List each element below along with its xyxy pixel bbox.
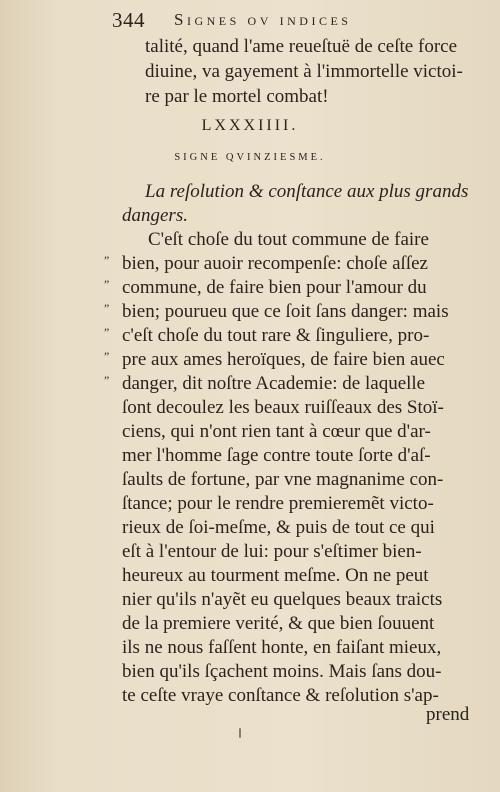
text-line: ciens, qui n'ont rien tant à cœur que d'ar-	[122, 421, 431, 442]
text-line: ſtance; pour le rendre premieremẽt victo-	[122, 493, 434, 514]
text-line: nier qu'ils n'ayẽt eu quelques beaux traicts	[122, 589, 443, 610]
text-line: heureux au tourment meſme. On ne peut	[122, 565, 429, 586]
running-title: Signes ov indices	[174, 10, 352, 29]
text-line: ils ne nous faſſent honte, en faiſant mieux,	[122, 637, 442, 658]
text-line: C'eſt choſe du tout commune de faire	[148, 229, 429, 250]
text-line: ſaults de fortune, par vne magnanime con-	[122, 469, 444, 490]
text-line: diuine, va gayement à l'immortelle victoi-	[145, 61, 463, 82]
text-line: commune, de faire bien pour l'amour du	[122, 277, 427, 298]
text-line: danger, dit noſtre Academie: de laquelle	[122, 373, 426, 394]
margin-quote-mark: ”	[104, 277, 110, 291]
section-numeral: LXXXIIII.	[201, 117, 299, 134]
page-number: 344	[112, 8, 145, 32]
text-line: talité, quand l'ame reueſtuë de ceſte force	[145, 36, 458, 57]
text-line: c'eſt choſe du tout rare & ſinguliere, pro-	[122, 325, 430, 346]
catchword: prend	[426, 704, 470, 725]
text-line: te ceſte vraye conſtance & reſolution s'ap-	[122, 685, 439, 706]
margin-quote-mark: ”	[104, 301, 110, 315]
text-line: pre aux ames heroïques, de faire bien auec	[122, 349, 445, 370]
text-line: bien; pourueu que ce ſoit ſans danger: mais	[122, 301, 449, 322]
text-line: bien, pour auoir recompenſe: choſe aſſez	[122, 253, 428, 274]
text-line: rieux de ſoi-meſme, & puis de tout ce qui	[122, 517, 435, 538]
text-line: ſont decoulez les beaux ruiſſeaux des Stoï-	[122, 397, 444, 418]
text-line: bien qu'ils ſçachent moins. Mais ſans dou-	[122, 661, 442, 682]
page-header	[112, 8, 472, 32]
section-subtitle: La reſolution & conſtance aux plus grands	[145, 181, 469, 202]
margin-quote-mark: ”	[104, 253, 110, 267]
margin-quote-mark: ”	[104, 325, 110, 339]
text-line: eſt à l'entour de lui: pour s'eſtimer bien-	[122, 541, 422, 562]
ink-blot	[239, 728, 241, 738]
sign-label: SIGNE QVINZIESME.	[174, 152, 326, 163]
text-line: de la premiere verité, & que bien ſouuent	[122, 613, 435, 634]
margin-quote-mark: ”	[104, 373, 110, 387]
text-line: mer l'homme ſage contre toute ſorte d'aſ-	[122, 445, 431, 466]
section-subtitle: dangers.	[122, 205, 188, 226]
margin-quote-mark: ”	[104, 349, 110, 363]
text-line: re par le mortel combat!	[145, 86, 329, 107]
